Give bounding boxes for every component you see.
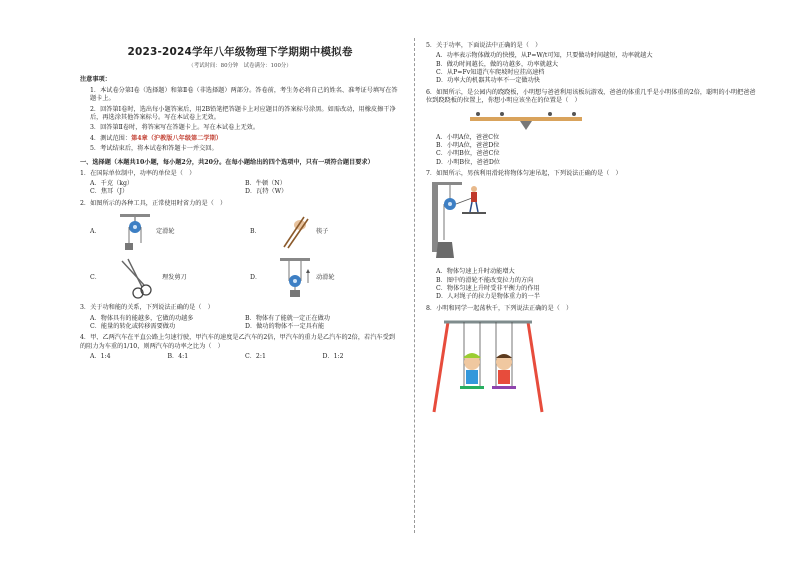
q6-option-a: A．小明A位，爸爸C位 [436, 133, 500, 141]
q7-option-a: A．物体匀速上升时动能增大 [436, 268, 515, 276]
q1-option-c: C．焦耳（J） [90, 188, 129, 196]
q1-option-a: A．千克（kg） [90, 180, 134, 188]
q7-option-b: B．图中的滑轮不能改变拉力的方向 [436, 276, 534, 284]
notice-4: 4．测试范围：第4章（沪教版八年级第二学期） [90, 134, 222, 142]
q4-option-b: B．4:1 [167, 352, 189, 360]
q5-option-b: B．做功时间越长，做的功越多，功率就越大 [436, 60, 559, 68]
q4-option-d: D．1:2 [322, 352, 344, 360]
q3-option-c: C．能量的转化或转移需要做功 [90, 322, 176, 330]
notice-5: 5．考试结束后，将本试卷和答题卡一并交回。 [90, 144, 218, 152]
page-title: 2023-2024学年八年级物理下学期期中模拟卷 [127, 46, 353, 58]
q4-stem: 4．甲、乙两汽车在平直公路上匀速行驶，甲汽车的速度是乙汽车的2倍，甲汽车的重力是乙汽车的2倍，若汽车受到的阻力为车重的1/10，则两汽车的功率之比为（ ） [80, 334, 395, 350]
q6-options [436, 134, 756, 167]
left-column [80, 40, 400, 364]
chopsticks-icon [278, 213, 312, 251]
q4-option-a: A．1:4 [90, 352, 111, 360]
q2-stem: 2．如图所示的各种工具，正常使用时省力的是（ ） [80, 199, 227, 207]
q1-option-b: B．牛顿（N） [245, 180, 286, 188]
notice-1: 1．本试卷分第Ⅰ卷（选择题）和第Ⅱ卷（非选择题）两部分。答卷前，考生务必将自己的姓名、准考证号填写在答题卡上。 [90, 86, 398, 103]
q2-caption-a: 定滑轮 [156, 227, 175, 235]
q2-figure-c: C． 理发剪刀 [80, 257, 240, 299]
movable-pulley-icon [278, 257, 312, 299]
q5-option-d: D．功率大的机器其功率不一定做功快 [436, 77, 540, 85]
q1-option-d: D．瓦特（W） [245, 188, 288, 196]
q7-options [436, 268, 756, 301]
q5-options [436, 52, 756, 85]
q7-stem: 7．如图所示，男孩利用滑轮将物体匀速吊起，下列说法正确的是（ ） [426, 169, 622, 177]
q3-option-b: B．物体有了能就一定正在做功 [245, 314, 330, 322]
q2-figure-a: A． 定滑轮 [80, 213, 240, 251]
q2-caption-c: 理发剪刀 [162, 273, 187, 281]
q4-option-c: C．2:1 [245, 352, 266, 360]
q4-options [90, 353, 400, 361]
q6-stem: 6．如图所示，是公园内的跷跷板，小明想与爸爸利用该板玩游戏，爸爸的体重几乎是小明体重的2倍，聪明的小明把爸爸位到跷跷板的位置上，你想小明应该坐在的位置是（ ） [426, 88, 756, 105]
q3-stem: 3．关于功和能的关系，下列说法正确的是（ ） [80, 304, 214, 312]
scope-red: 第4章（沪教版八年级第二学期） [131, 134, 222, 142]
q6-option-b: B．小明A位，爸爸D位 [436, 141, 500, 149]
q2-figures [80, 210, 400, 302]
q2-caption-b: 筷子 [316, 227, 329, 235]
q3-option-a: A．物体具有的能越多，它做的功越多 [90, 314, 194, 322]
section-heading: 一、选择题（本题共10小题，每小题2分，共20分。在每小题给出的四个选项中，只有一项符合题目要求） [80, 159, 374, 167]
q5-stem: 5．关于功率，下面说法中正确的是（ ） [426, 42, 542, 49]
q2-figure-b: B． 筷子 [240, 213, 400, 251]
column-divider [414, 38, 415, 533]
q2-figure-d: D． 动滑轮 [240, 257, 400, 299]
q5-option-a: A．功率表示物体做功的快慢，从P=W/t可知，只要做功时间越短，功率就越大 [436, 52, 653, 60]
q3-option-d: D．做功的物体不一定具有能 [245, 322, 325, 330]
q6-option-d: D．小明B位，爸爸D位 [436, 158, 500, 166]
q7-option-c: C．物体匀速上升时受非平衡力的作用 [436, 285, 540, 293]
notice-2: 2．回答第Ⅰ卷时，选出每小题答案后，用2B铅笔把答题卡上对应题目的答案标号涂黑。如需改动，用橡皮擦干净后，再选涂其他答案标号。写在本试卷上无效。 [90, 105, 396, 121]
q2-caption-d: 动滑轮 [316, 273, 335, 281]
pulley-boy-figure [428, 180, 488, 266]
scissors-icon [118, 257, 158, 299]
q5-option-c: C．从P=Fv知道汽车爬坡时应挂高速档 [436, 69, 545, 77]
right-column [426, 40, 756, 414]
seesaw-figure [466, 109, 586, 131]
q6-option-c: C．小明B位，爸爸C位 [436, 150, 500, 158]
q7-option-d: D．人对绳子的拉力是物体重力的一半 [436, 293, 540, 301]
notice-heading: 注意事项： [80, 76, 111, 84]
q1-stem: 1．在国际单位制中，功率的单位是（ ） [80, 169, 196, 177]
q1-options [90, 180, 400, 197]
swing-figure [428, 316, 548, 414]
notice-3: 3．回答第Ⅱ卷时，将答案写在答题卡上。写在本试卷上无效。 [90, 124, 260, 132]
q3-options [90, 315, 400, 332]
fixed-pulley-icon [118, 213, 152, 251]
exam-meta: （考试时间：80分钟 试卷满分：100分） [188, 63, 292, 70]
q8-stem: 8．小明和同学一起荡秋千，下列说法正确的是（ ） [426, 304, 573, 312]
